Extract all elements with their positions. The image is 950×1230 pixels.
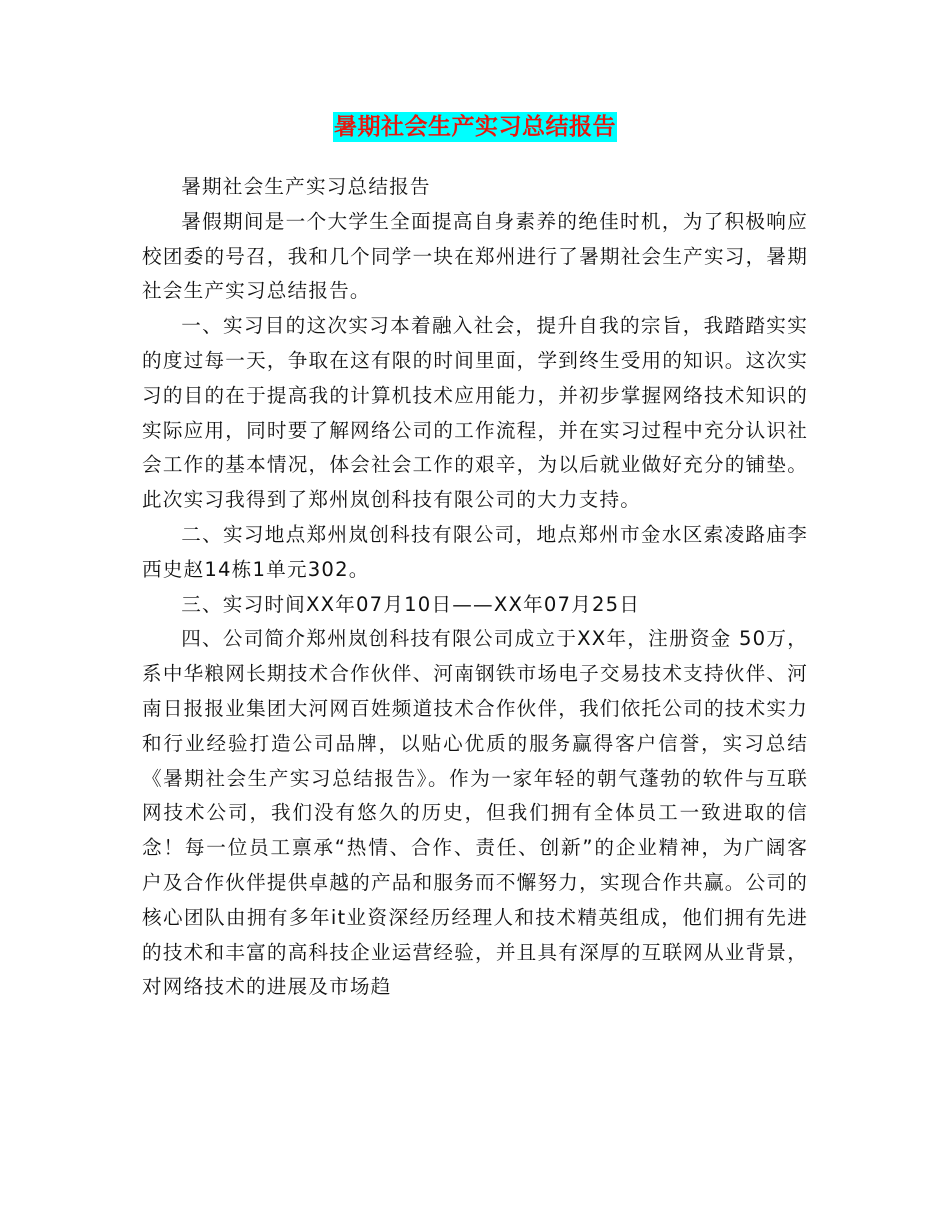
document-title: 暑期社会生产实习总结报告 — [334, 114, 616, 140]
paragraph-location: 二、实习地点郑州岚创科技有限公司，地点郑州市金水区索凌路庙李西史赵14栋1单元302。 — [142, 522, 808, 581]
paragraph-purpose: 一、实习目的这次实习本着融入社会，提升自我的宗旨，我踏踏实实的度过每一天，争取在这有限的时间里面，学到终生受用的知识。这次实习的目的在于提高我的计算机技术应用能力，并初步掌握网络技术知识的实际应用，同时要了解网络公司的工作流程，并在实习过程中充分认识社会工作的基本情况，体会社会工作的艰辛，为以后就业做好充分的铺垫。此次实习我得到了郑州岚创科技有限公司的大力支持。 — [142, 314, 808, 512]
paragraph-subtitle: 暑期社会生产实习总结报告 — [181, 175, 431, 198]
title-wrapper — [0, 112, 950, 142]
paragraph-time: 三、实习时间XX年07月10日——XX年07月25日 — [181, 592, 641, 616]
paragraph-company: 四、公司简介郑州岚创科技有限公司成立于XX年，注册资金 50万，系中华粮网长期技术合作伙伴、河南钢铁市场电子交易技术支持伙伴、河南日报报业集团大河网百姓频道技术合作伙伴，我们依托公司的技术实力和行业经验打造公司品牌，以贴心优质的服务赢得客户信誉，实习总结《暑期社会生产实习总结报告》。作为一家年轻的朝气蓬勃的软件与互联网技术公司，我们没有悠久的历史，但我们拥有全体员工一致进取的信念！每一位员工禀承“热情、合作、责任、创新”的企业精神，为广阔客户及合作伙伴提供卓越的产品和服务而不懈努力，实现合作共赢。公司的核心团队由拥有多年it业资深经历经理人和技术精英组成，他们拥有先进的技术和丰富的高科技企业运营经验，并且具有深厚的互联网从业背景，对网络技术的进展及市场趋 — [142, 627, 808, 999]
document-body — [142, 170, 808, 1005]
paragraph-intro: 暑假期间是一个大学生全面提高自身素养的绝佳时机，为了积极响应校团委的号召，我和几个同学一块在郑州进行了暑期社会生产实习，暑期社会生产实习总结报告。 — [142, 209, 808, 303]
